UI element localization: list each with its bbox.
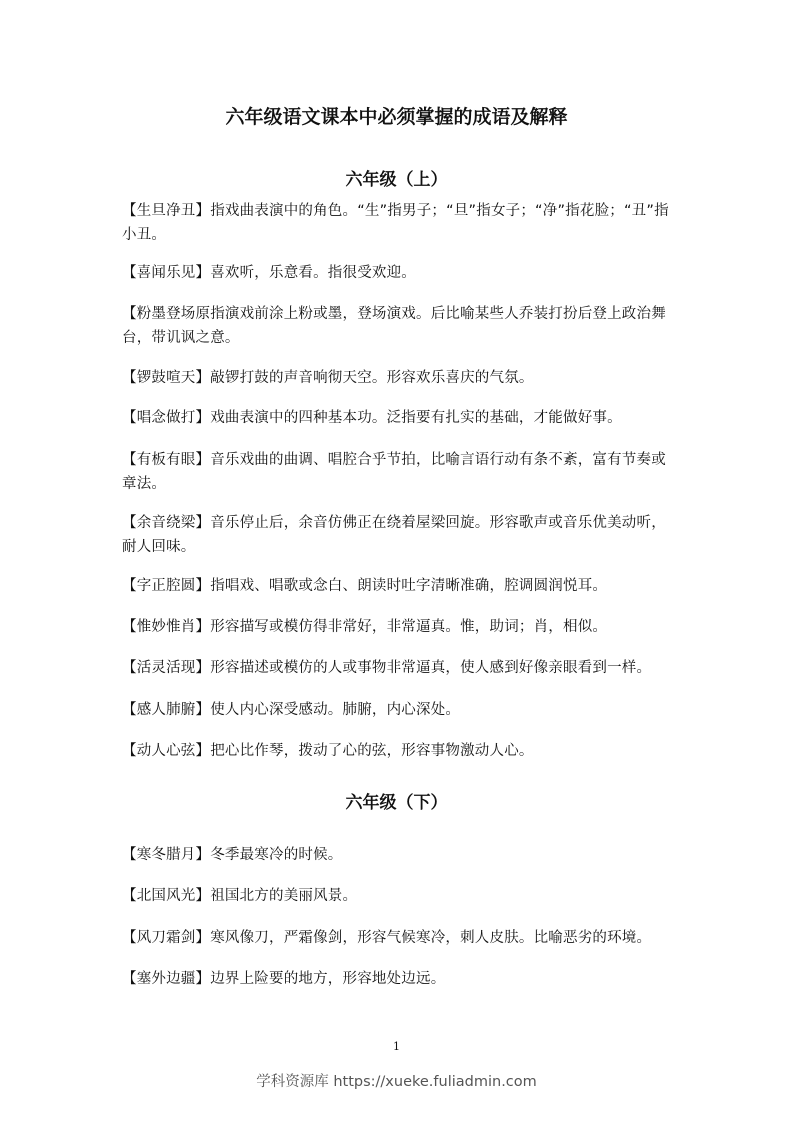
idiom-term: 【北国风光】 (122, 888, 211, 904)
idiom-definition: 把心比作琴，拨动了心的弦，形容事物激动人心。 (210, 743, 534, 759)
idiom-entry (122, 448, 678, 496)
idiom-entry (122, 199, 678, 247)
idiom-entry (122, 967, 678, 991)
idiom-term: 【有板有眼】 (122, 452, 211, 468)
idiom-definition: 音乐停止后，余音仿佛正在绕着屋梁回旋。形容歌声或音乐优美动听，耐人回味。 (122, 515, 666, 555)
idiom-entry (122, 366, 678, 390)
idiom-entry (122, 261, 678, 285)
site-watermark: 学科资源库 https://xueke.fuliadmin.com (256, 1074, 537, 1090)
idiom-entry (122, 843, 678, 867)
idiom-term: 【锣鼓喧天】 (122, 370, 211, 386)
idiom-entry (122, 574, 678, 598)
idiom-entry (122, 698, 678, 722)
idiom-entry (122, 302, 678, 350)
idiom-definition: 指唱戏、唱歌或念白、朗读时吐字清晰准确，腔调圆润悦耳。 (210, 578, 608, 594)
section-heading-lower: 六年级（下） (345, 793, 448, 813)
idiom-entry (122, 406, 678, 430)
idiom-term: 【动人心弦】 (122, 743, 211, 759)
idiom-entry (122, 884, 678, 908)
idiom-definition: 指戏曲表演中的角色。“生”指男子；“旦”指女子；“净”指花脸；“丑”指小丑。 (122, 203, 669, 243)
idiom-term: 【活灵活现】 (122, 660, 211, 676)
idiom-term: 【字正腔圆】 (122, 578, 211, 594)
idiom-term: 【余音绕梁】 (122, 515, 211, 531)
idiom-entry (122, 656, 678, 680)
idiom-entry (122, 615, 678, 639)
idiom-definition: 形容描写或模仿得非常好，非常逼真。惟，助词；肖，相似。 (210, 619, 608, 635)
idiom-term: 【惟妙惟肖】 (122, 619, 211, 635)
idiom-term: 【生旦净丑】 (122, 203, 211, 219)
idiom-definition: 冬季最寒冷的时候。 (210, 847, 343, 863)
idiom-term: 【风刀霜剑】 (122, 930, 211, 946)
idiom-term: 【喜闻乐见】 (122, 265, 211, 281)
page-number: 1 (393, 1040, 400, 1053)
idiom-term: 【粉墨登场 (122, 306, 196, 322)
idiom-term: 【感人肺腑】 (122, 702, 211, 718)
idiom-entry (122, 926, 678, 950)
idiom-definition: 寒风像刀，严霜像剑，形容气候寒冷，刺人皮肤。比喻恶劣的环境。 (210, 930, 652, 946)
idiom-term: 【唱念做打】 (122, 410, 211, 426)
page-title: 六年级语文课本中必须掌握的成语及解释 (225, 106, 568, 128)
idiom-definition: 喜欢听，乐意看。指很受欢迎。 (210, 265, 417, 281)
idiom-term: 【塞外边疆】 (122, 971, 211, 987)
idiom-entry (122, 511, 678, 559)
idiom-entry (122, 739, 678, 763)
idiom-definition: 形容描述或模仿的人或事物非常逼真，使人感到好像亲眼看到一样。 (210, 660, 652, 676)
idiom-definition: 敲锣打鼓的声音响彻天空。形容欢乐喜庆的气氛。 (210, 370, 534, 386)
idiom-definition: 使人内心深受感动。肺腑，内心深处。 (210, 702, 461, 718)
section-heading-upper: 六年级（上） (345, 170, 448, 190)
idiom-definition: 原指演戏前涂上粉或墨，登场演戏。后比喻某些人乔装打扮后登上政治舞台，带讥讽之意。 (122, 306, 666, 346)
idiom-definition: 边界上险要的地方，形容地处边远。 (210, 971, 446, 987)
idiom-definition: 音乐戏曲的曲调、唱腔合乎节拍，比喻言语行动有条不紊，富有节奏或章法。 (122, 452, 666, 492)
idiom-definition: 戏曲表演中的四种基本功。泛指要有扎实的基础，才能做好事。 (210, 410, 622, 426)
idiom-definition: 祖国北方的美丽风景。 (210, 888, 358, 904)
idiom-term: 【寒冬腊月】 (122, 847, 211, 863)
